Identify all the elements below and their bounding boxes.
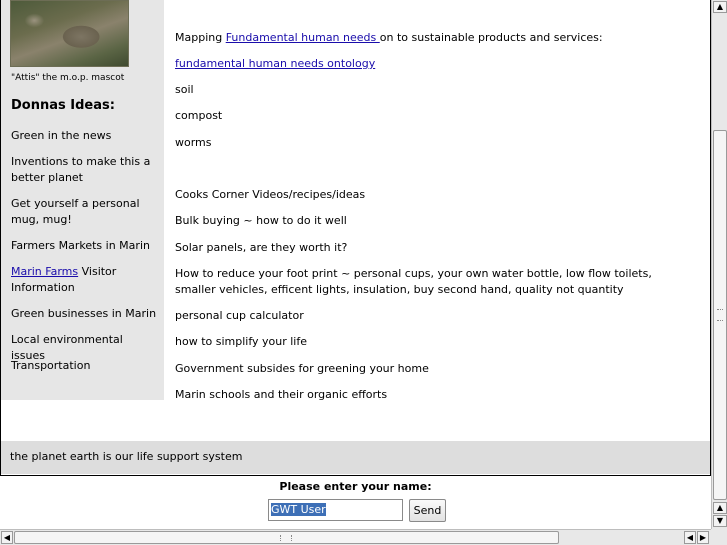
ontology-line (175, 56, 375, 72)
main-item-soil: soil (175, 83, 194, 96)
scroll-left-icon[interactable]: ◀ (1, 531, 13, 544)
ontology-link[interactable]: fundamental human needs ontology (175, 57, 376, 70)
scroll-left-icon-right[interactable]: ◀ (684, 531, 696, 544)
sidebar-item-inventions[interactable]: Inventions to make this a better planet (11, 155, 151, 184)
vertical-scroll-thumb[interactable] (713, 130, 727, 500)
scrollbar-corner (711, 529, 727, 545)
main-item-compost: compost (175, 109, 223, 122)
mascot-caption: "Attis" the m.o.p. mascot (11, 73, 125, 83)
mapping-line (175, 30, 603, 46)
scroll-up-icon[interactable]: ▲ (713, 1, 727, 13)
sidebar-item-transportation[interactable]: Transportation (11, 359, 91, 372)
scroll-down-icon[interactable]: ▼ (713, 515, 727, 527)
mascot-image (10, 0, 129, 67)
sidebar (1, 0, 164, 400)
main-item-marin-schools: Marin schools and their organic efforts (175, 388, 388, 401)
main-item-government-subsides: Government subsides for greening your home (175, 362, 429, 375)
vertical-grip-icon (717, 309, 723, 321)
horizontal-grip-icon (280, 535, 292, 541)
scroll-right-icon[interactable]: ▶ (697, 531, 709, 544)
main-item-solar-panels: Solar panels, are they worth it? (175, 241, 348, 254)
main-item-simplify: how to simplify your life (175, 335, 307, 348)
sidebar-item-local-issues[interactable]: Local environmental issues (11, 333, 123, 362)
ideas-heading: Donnas Ideas: (11, 98, 115, 113)
sidebar-item-personal-mug[interactable]: Get yourself a personal mug, mug! (11, 197, 140, 226)
scroll-up-icon-lower[interactable]: ▲ (713, 502, 727, 514)
name-input[interactable] (268, 499, 403, 521)
send-button[interactable]: Send (409, 499, 446, 522)
main-item-foot-print: How to reduce your foot print ~ personal cups, your own water bottle, low flow toilets, smaller vehicles, efficent lights, insulation, buy second hand, quality not quantity (175, 267, 652, 296)
footer-text: the planet earth is our life support system (10, 450, 243, 463)
footer-bar (1, 441, 710, 474)
main-item-cup-calculator: personal cup calculator (175, 309, 304, 322)
sidebar-item-green-news[interactable]: Green in the news (11, 129, 112, 142)
mapping-suffix: on to sustainable products and services: (379, 31, 603, 44)
horizontal-scroll-thumb[interactable] (14, 531, 559, 544)
sidebar-item-green-businesses[interactable]: Green businesses in Marin (11, 307, 157, 320)
marin-farms-link[interactable]: Marin Farms (11, 265, 79, 278)
sidebar-item-marin-farms (11, 264, 159, 296)
marin-farms-rest: Visitor Information (11, 265, 117, 294)
main-item-worms: worms (175, 136, 212, 149)
main-item-cooks-corner: Cooks Corner Videos/recipes/ideas (175, 188, 366, 201)
name-input-value: GWT User (271, 503, 326, 516)
name-prompt-label: Please enter your name: (279, 480, 432, 493)
horizontal-scrollbar[interactable] (0, 529, 711, 545)
vertical-scrollbar[interactable] (711, 0, 727, 529)
fundamental-needs-link[interactable]: Fundamental human needs (225, 31, 380, 44)
sidebar-item-farmers-markets[interactable]: Farmers Markets in Marin (11, 239, 150, 252)
mapping-prefix: Mapping (175, 31, 226, 44)
main-item-bulk-buying: Bulk buying ~ how to do it well (175, 214, 347, 227)
